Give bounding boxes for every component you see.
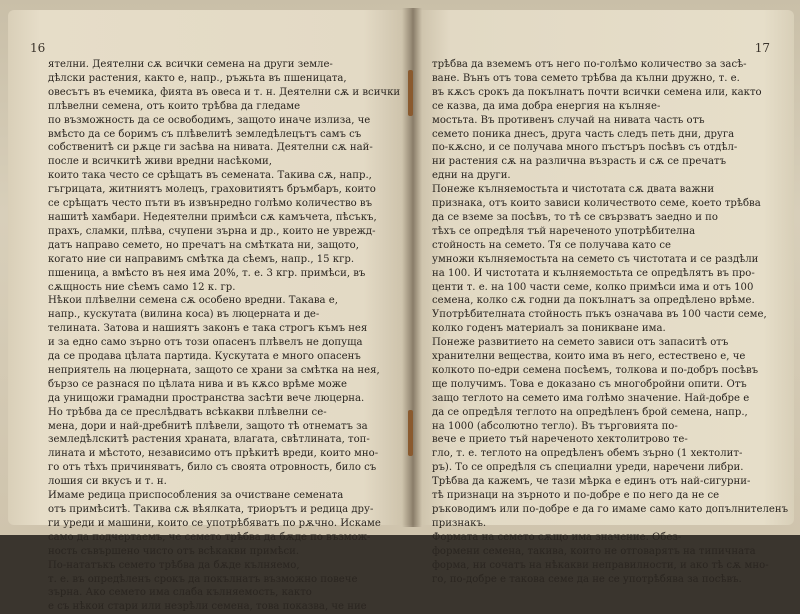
text-line: ги уреди и машини, които се употрѣбяватъ по рѫчно. Искаме: [48, 517, 381, 529]
text-line: дѣлски растения, както е, напр., ръжьта въ пшеницата,: [48, 72, 347, 84]
text-line: По-нататъкъ семето трѣбва да бѫде кълняемо,: [48, 559, 300, 571]
text-line: хранителни вещества, които има въ него, естествено е, че: [432, 351, 746, 363]
text-line: вмѣсто да се боримъ съ плѣвелитѣ земледѣлецътъ самъ съ: [48, 128, 362, 140]
text-line: тѣ признаци на зърното и по-добре е по него да не се: [432, 490, 720, 502]
text-line: ность съвършено чисто отъ всѣкакви примѣси.: [48, 545, 300, 557]
text-line: гъгрицата, житниятъ молецъ, граховитиятъ бръмбаръ, които: [48, 184, 376, 196]
text-line: центи т. е. на 100 части семе, колко примѣси има и отъ 100: [432, 281, 754, 293]
text-line: мена, дори и най-дребнитѣ плѣвели, защото тѣ отнематъ за: [48, 420, 368, 432]
text-line: само да подчертаемъ, че семето трѣбва да бѫде по възмож-: [48, 531, 371, 543]
text-line: Понеже развитието на семето зависи отъ запаситѣ отъ: [432, 337, 729, 349]
text-line: земледѣлскитѣ растения храната, влагата, свѣтлината, топ-: [48, 434, 370, 446]
text-line: телината. Затова и нашиятъ законъ е така строгъ къмъ нея: [48, 323, 368, 335]
text-line: защо теглото на семето има голѣмо значение. Най-добре е: [432, 392, 750, 404]
text-line: да се опредѣля теглото на опредѣленъ брой семена, напр.,: [432, 406, 748, 418]
text-line: ще получимъ. Това е доказано съ многобройни опити. Отъ: [432, 378, 747, 390]
text-line: овесътъ въ ечемика, фията въ овеса и т. н. Деятелни сѫ и всички: [48, 86, 401, 98]
text-line: ятелни. Деятелни сѫ всички семена на други земле-: [48, 59, 333, 70]
text-line: по възможность да се освободимъ, защото иначе излиза, че: [48, 114, 371, 126]
text-line: го отъ тѣхъ причиняватъ, било съ своята отровность, било съ: [48, 462, 377, 474]
text-line: прахъ, сламки, плѣва, счупени зърна и др., които не уврежд-: [48, 225, 376, 237]
text-line: лината и мѣстото, независимо отъ прѣкитѣ вреди, които мно-: [48, 448, 379, 460]
text-line: зърна. Ако семето има слаба кълняемость, както: [48, 587, 312, 599]
text-line: въ кѫсъ срокъ да покълнатъ почти всички семена или, както: [432, 86, 762, 98]
right-page: [412, 10, 794, 585]
text-line: лошия си вкусъ и т. н.: [48, 476, 167, 488]
text-line: трѣбва да вземемъ отъ него по-голѣмо количество за засѣ-: [432, 59, 747, 70]
text-line: Но трѣбва да се преслѣдватъ всѣкакви плѣвелни се-: [48, 406, 327, 418]
text-line: които така често се срѣщатъ въ семената. Такива сѫ, напр.,: [48, 170, 372, 182]
page-number-right: 17: [754, 41, 770, 55]
text-line: на 100. И чистотата и кълняемостьта се опредѣлятъ въ про-: [432, 267, 755, 279]
left-page: [8, 10, 412, 613]
text-line: сѫщность ние сѣемъ само 12 к. гр.: [48, 281, 236, 293]
text-line: пшеница, а вмѣсто въ нея има 20%, т. е. 3 кгр. примѣси, въ: [48, 267, 366, 279]
text-line: Нѣкои плѣвелни семена сѫ особено вредни. Такава е,: [48, 295, 338, 307]
text-line: Формата на семето сѫщо има значение. Обез-: [432, 531, 682, 543]
text-line: семето поника днесъ, друга часть следъ петь дни, друга: [432, 128, 735, 140]
text-line: формени семена, такива, които не отговарятъ на типичната: [432, 545, 756, 557]
text-line: е съ нѣкои стари или незрѣли семена, това показва, че ние: [48, 601, 367, 613]
binding-staple: [408, 70, 413, 116]
text-line: го, по-добре е такова семе да не се употрѣбява за посѣвъ.: [432, 573, 742, 585]
left-page-text: [48, 58, 401, 614]
text-line: мостьта. Въ противенъ случай на нивата часть отъ: [432, 114, 705, 126]
text-line: и за едно само зърно отъ този опасенъ плѣвелъ не допуща: [48, 337, 363, 349]
text-line: да унищожи грамадни пространства засѣти вече люцерна.: [48, 392, 365, 404]
text-line: ръ). То се опредѣля съ специални уреди, наречени либри.: [432, 462, 744, 474]
text-line: се срѣщатъ често пъти въ извънредно голѣмо количество въ: [48, 198, 373, 210]
text-line: колкото по-едри семена посѣемъ, толкова и по-добръ посѣвъ: [432, 364, 759, 376]
text-line: да се продава цѣлата партида. Кускутата е много опасенъ: [48, 351, 361, 363]
text-line: Понеже кълняемостьта и чистотата сѫ двата важни: [432, 184, 715, 196]
text-line: гло, т. е. теглото на опредѣленъ обемъ зърно (1 хектолит-: [432, 448, 743, 460]
text-line: едни на други.: [432, 170, 511, 182]
text-line: признака, отъ които зависи количеството семе, което трѣбва: [432, 198, 761, 210]
text-line: вече е прието тъй нареченото хектолитрово те-: [432, 434, 688, 446]
text-line: нашитѣ хамбари. Недеятелни примѣси сѫ камъчета, пѣсъкъ,: [48, 211, 377, 223]
text-line: да се вземе за посѣвъ, то тѣ се свързватъ заедно и по: [432, 211, 718, 223]
text-line: по-кѫсно, и се получава много пъстъръ посѣвъ съ отдѣл-: [432, 142, 738, 154]
text-line: после и всичкитѣ живи вредни насѣкоми,: [48, 156, 272, 168]
text-line: ръководимъ или по-добре е да го имаме само като допълнителенъ: [432, 504, 788, 515]
text-line: форма, ни сочатъ на нѣкакви неправилности, и ако тѣ сѫ мно-: [432, 559, 769, 571]
text-line: отъ примѣситѣ. Такива сѫ вѣялката, триорътъ и редица дру-: [48, 504, 374, 515]
text-line: на 1000 (абсолютно тегло). Въ търговията по-: [432, 420, 678, 432]
text-line: когато ние си направимъ смѣтка да сѣемъ, напр., 15 кгр.: [48, 253, 355, 265]
text-line: плѣвелни семена, отъ които трѣбва да гледаме: [48, 100, 301, 112]
text-line: Трѣбва да кажемъ, че тази мѣрка е единъ отъ най-сигурни-: [432, 476, 751, 488]
text-line: семена, колко сѫ годни да покълнатъ за опредѣлено врѣме.: [432, 295, 755, 307]
text-line: колко годенъ материалъ за поникване има.: [432, 323, 666, 335]
text-line: ни растения сѫ на различна възрасть и сѫ се пречатъ: [432, 156, 727, 168]
text-line: Употрѣбителната стойность пъкъ означава въ 100 части семе,: [432, 309, 767, 321]
text-line: т. е. въ опредѣленъ срокъ да покълнатъ възможно повече: [48, 573, 358, 585]
text-line: стойность на семето. Тя се получава като се: [432, 239, 671, 251]
text-line: неприятель на люцерната, защото се храни за смѣтка на нея,: [48, 364, 380, 376]
text-line: признакъ.: [432, 517, 487, 529]
text-line: тѣхъ се опредѣля тъй нареченото употрѣбителна: [432, 225, 696, 237]
right-page-text: [432, 58, 788, 586]
page-number-left: 16: [30, 41, 46, 55]
text-line: умножи кълняемостьта на семето съ чистотата и се раздѣли: [432, 253, 759, 265]
text-line: бързо се разнася по цѣлата нива и въ кѫсо врѣме може: [48, 378, 347, 390]
text-line: датъ направо семето, но пречатъ на смѣтката ни, защото,: [48, 239, 359, 251]
binding-staple: [408, 410, 413, 456]
text-line: ване. Вънъ отъ това семето трѣбва да кълни дружно, т. е.: [432, 72, 740, 84]
text-line: Имаме редица приспособления за очистване семената: [48, 490, 344, 502]
text-line: собственитѣ си рѫце ги засѣва на нивата. Деятелни сѫ най-: [48, 142, 373, 154]
text-line: напр., кускутата (вилина коса) въ люцерната и де-: [48, 309, 320, 321]
text-line: се казва, да има добра енергия на кълняе-: [432, 100, 661, 112]
